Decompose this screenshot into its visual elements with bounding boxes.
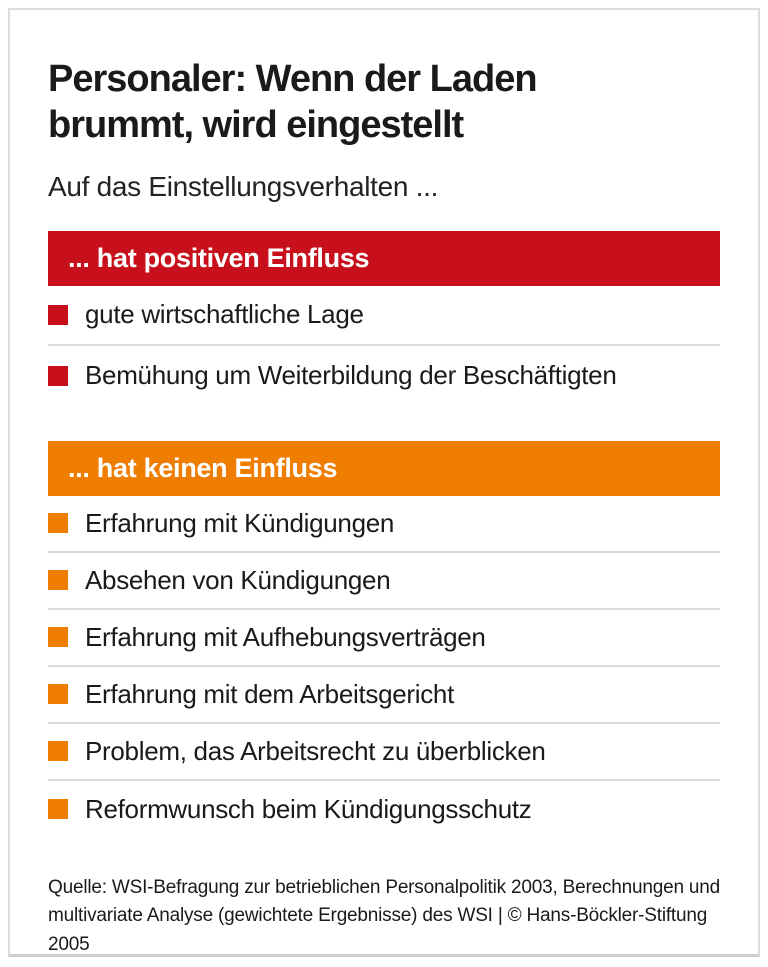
list-item-label: Erfahrung mit dem Arbeitsgericht: [85, 678, 455, 709]
list-item-label: Problem, das Arbeitsrecht zu überblicken: [85, 735, 546, 766]
list-item: [48, 610, 720, 667]
list-item-label: Bemühung um Weiterbildung der Beschäftigten: [85, 360, 617, 391]
list-item-label: Erfahrung mit Kündigungen: [85, 507, 395, 538]
page-title-line2: brummt, wird eingestellt: [48, 104, 464, 147]
section-header-no-influence: ... hat keinen Einfluss: [48, 441, 720, 496]
orange-square-bullet-icon: [48, 741, 68, 761]
page-title-line1: Personaler: Wenn der Laden: [48, 58, 537, 100]
source-line2: multivariate Analyse (gewichtete Ergebnisse) des WSI | © Hans-Böckler-Stiftung 2005: [48, 905, 708, 955]
list-item-label: gute wirtschaftliche Lage: [85, 299, 364, 330]
list-item: [48, 553, 720, 610]
page-title: [48, 56, 720, 149]
source-line1: Quelle: WSI-Befragung zur betrieblichen Personalpolitik 2003, Berechnungen und: [48, 876, 720, 898]
subtitle: Auf das Einstellungsverhalten ...: [48, 170, 439, 202]
list-item-label: Erfahrung mit Aufhebungsverträgen: [85, 621, 486, 652]
red-square-bullet-icon: [48, 366, 68, 386]
positive-influence-list: [48, 286, 720, 406]
no-influence-list: [48, 496, 720, 838]
infographic-card: [8, 8, 760, 957]
list-item: [48, 724, 720, 781]
list-item: [48, 496, 720, 553]
list-item-label: Absehen von Kündigungen: [85, 564, 391, 595]
source-note: [48, 874, 720, 957]
list-item-label: Reformwunsch beim Kündigungsschutz: [85, 793, 532, 824]
orange-square-bullet-icon: [48, 684, 68, 704]
list-item: [48, 667, 720, 724]
section-header-positive-influence: ... hat positiven Einfluss: [48, 231, 720, 286]
orange-square-bullet-icon: [48, 799, 68, 819]
orange-square-bullet-icon: [48, 513, 68, 533]
list-item: [48, 346, 720, 406]
orange-square-bullet-icon: [48, 627, 68, 647]
red-square-bullet-icon: [48, 305, 68, 325]
list-item: [48, 286, 720, 346]
list-item: [48, 781, 720, 838]
orange-square-bullet-icon: [48, 570, 68, 590]
